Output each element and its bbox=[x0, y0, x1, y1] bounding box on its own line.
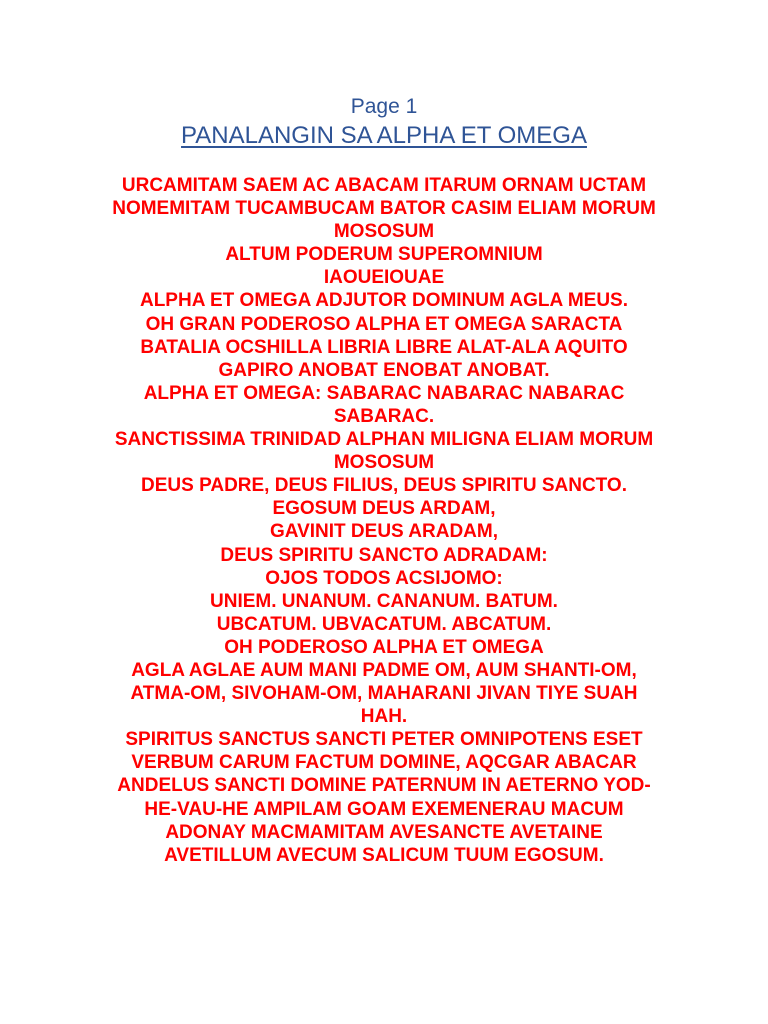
prayer-line: GAVINIT DEUS ARADAM, bbox=[270, 521, 498, 543]
prayer-line: AVETILLUM AVECUM SALICUM TUUM EGOSUM. bbox=[164, 844, 604, 866]
prayer-line: AGLA AGLAE AUM MANI PADME OM, AUM SHANTI-OM, bbox=[131, 659, 637, 681]
prayer-line: UNIEM. UNANUM. CANANUM. BATUM. bbox=[210, 590, 558, 612]
prayer-text bbox=[60, 174, 708, 867]
prayer-line: DEUS SPIRITU SANCTO ADRADAM: bbox=[220, 544, 548, 566]
document-title: PANALANGIN SA ALPHA ET OMEGA bbox=[181, 122, 587, 149]
prayer-line: VERBUM CARUM FACTUM DOMINE, AQCGAR ABACAR bbox=[131, 752, 637, 774]
prayer-line: ADONAY MACMAMITAM AVESANCTE AVETAINE bbox=[165, 821, 603, 843]
prayer-line: MOSOSUM bbox=[333, 452, 435, 474]
page-number: Page 1 bbox=[350, 95, 418, 118]
prayer-line: ATMA-OM, SIVOHAM-OM, MAHARANI JIVAN TIYE SUAH bbox=[130, 683, 638, 705]
prayer-line: BATALIA OCSHILLA LIBRIA LIBRE ALAT-ALA AQUITO bbox=[140, 336, 628, 358]
prayer-line: URCAMITAM SAEM AC ABACAM ITARUM ORNAM UCTAM bbox=[121, 175, 647, 196]
prayer-line: ALTUM PODERUM SUPEROMNIUM bbox=[225, 244, 543, 266]
prayer-line: ALPHA ET OMEGA ADJUTOR DOMINUM AGLA MEUS. bbox=[139, 290, 629, 312]
prayer-line: UBCATUM. UBVACATUM. ABCATUM. bbox=[216, 613, 552, 635]
prayer-line: ALPHA ET OMEGA: SABARAC NABARAC NABARAC bbox=[143, 382, 625, 404]
prayer-line: NOMEMITAM TUCAMBUCAM BATOR CASIM ELIAM MORUM bbox=[112, 198, 656, 220]
prayer-line: HAH. bbox=[360, 706, 408, 728]
prayer-line: MOSOSUM bbox=[333, 221, 435, 243]
prayer-line: GAPIRO ANOBAT ENOBAT ANOBAT. bbox=[218, 359, 550, 381]
prayer-line: SABARAC. bbox=[333, 405, 435, 427]
prayer-line: SANCTISSIMA TRINIDAD ALPHAN MILIGNA ELIAM MORUM bbox=[114, 429, 654, 451]
prayer-line: IAOUEIOUAE bbox=[323, 267, 445, 289]
prayer-line: DEUS PADRE, DEUS FILIUS, DEUS SPIRITU SANCTO. bbox=[141, 475, 627, 497]
prayer-line: OJOS TODOS ACSIJOMO: bbox=[265, 567, 503, 589]
prayer-line: ANDELUS SANCTI DOMINE PATERNUM IN AETERNO YOD- bbox=[117, 775, 651, 797]
prayer-line: HE-VAU-HE AMPILAM GOAM EXEMENERAU MACUM bbox=[144, 798, 624, 820]
prayer-line: OH PODEROSO ALPHA ET OMEGA bbox=[224, 636, 544, 658]
prayer-line: EGOSUM DEUS ARDAM, bbox=[272, 498, 496, 520]
prayer-line: SPIRITUS SANCTUS SANCTI PETER OMNIPOTENS ESET bbox=[125, 729, 643, 751]
prayer-line: OH GRAN PODEROSO ALPHA ET OMEGA SARACTA bbox=[145, 313, 623, 335]
